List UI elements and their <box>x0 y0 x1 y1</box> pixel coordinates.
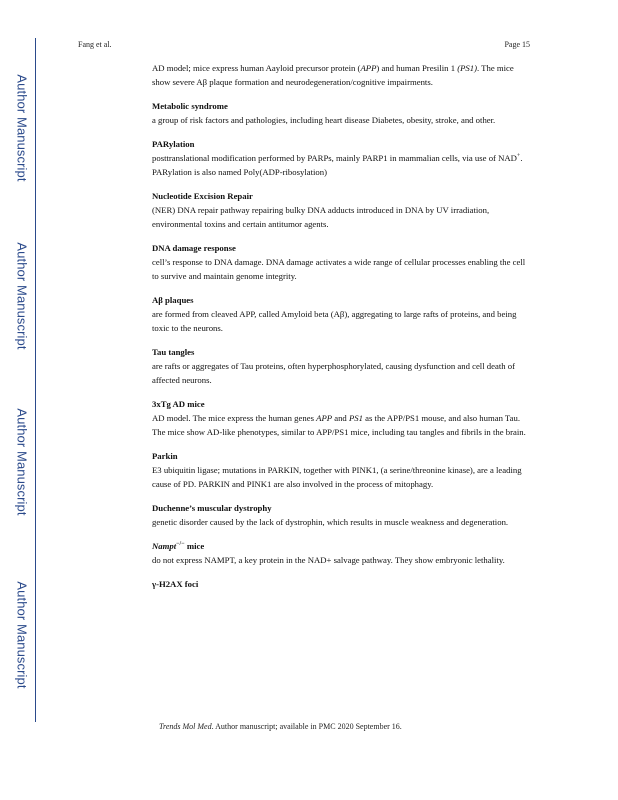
glossary-definition: are rafts or aggregates of Tau proteins, often hyperphosphorylated, causing dysfunction and cell death of affected neurons. <box>152 361 516 385</box>
page-footer-citation: Trends Mol Med. Author manuscript; available in PMC 2020 September 16. <box>159 722 402 731</box>
glossary-term: Nampt−/− mice <box>152 541 205 551</box>
glossary-body <box>152 61 532 591</box>
glossary-term: DNA damage response <box>152 243 236 253</box>
glossary-term: Duchenne’s muscular dystrophy <box>152 503 272 513</box>
gene-ps1: PS1 <box>348 413 363 423</box>
glossary-term: Parkin <box>152 451 178 461</box>
glossary-definition: a group of risk factors and pathologies, including heart disease Diabetes, obesity, stroke, and other. <box>152 115 496 125</box>
glossary-definition: (NER) DNA repair pathway repairing bulky DNA adducts introduced in DNA by UV irradiation, environmental toxins and certain antitumor agents. <box>152 205 490 229</box>
glossary-term: 3xTg AD mice <box>152 399 205 409</box>
glossary-entry-nampt <box>152 539 532 567</box>
glossary-entry-tau <box>152 345 532 387</box>
glossary-entry-parylation <box>152 137 532 179</box>
glossary-definition: cell’s response to DNA damage. DNA damage activates a wide range of cellular processes enabling the cell to survive and maintain genome integrity. <box>152 257 526 281</box>
glossary-entry-ner <box>152 189 532 231</box>
side-label-text: Author Manuscript <box>14 408 30 516</box>
glossary-entry-3xtg <box>152 397 532 439</box>
glossary-entry-metabolic <box>152 99 532 127</box>
glossary-term: Aβ plaques <box>152 295 194 305</box>
glossary-definition: AD model. The mice express the human genes APP and PS1 as the APP/PS1 mouse, and also human Tau. The mice show AD-like phenotypes, similar to APP/PS1 mice, including tau tangles and fibrils in the brain. <box>152 413 526 437</box>
gene-app: APP <box>360 63 377 73</box>
glossary-term: Metabolic syndrome <box>152 101 228 111</box>
glossary-definition: posttranslational modification performed by PARPs, mainly PARP1 in mammalian cells, via use of NAD+. PARylation is also named Poly(ADP-ribosylation) <box>152 153 523 177</box>
page-number: Page 15 <box>504 40 530 49</box>
glossary-term: γ-H2AX foci <box>152 579 199 589</box>
glossary-definition: do not express NAMPT, a key protein in the NAD+ salvage pathway. They show embryonic lethality. <box>152 555 505 565</box>
side-label-text: Author Manuscript <box>14 242 30 350</box>
glossary-definition: genetic disorder caused by the lack of dystrophin, which results in muscle weakness and degeneration. <box>152 517 509 527</box>
glossary-term: Tau tangles <box>152 347 195 357</box>
gene-app: APP <box>316 413 333 423</box>
glossary-definition: are formed from cleaved APP, called Amyloid beta (Aβ), aggregating to large rafts of proteins, and being toxic to the neurons. <box>152 309 517 333</box>
glossary-term: PARylation <box>152 139 195 149</box>
glossary-term: Nucleotide Excision Repair <box>152 191 253 201</box>
glossary-entry-h2ax <box>152 577 532 591</box>
gene-ps1: (PS1) <box>457 63 477 73</box>
glossary-entry-ddr <box>152 241 532 283</box>
margin-rule <box>35 38 36 722</box>
glossary-definition: E3 ubiquitin ligase; mutations in PARKIN, together with PINK1, (a serine/threonine kinase), are a leading cause of PD. PARKIN and PINK1 are also involved in the process of mitophagy. <box>152 465 522 489</box>
glossary-entry-parkin <box>152 449 532 491</box>
side-label-text: Author Manuscript <box>14 581 30 689</box>
glossary-entry-plaques <box>152 293 532 335</box>
intro-paragraph: AD model; mice express human Aayloid precursor protein (APP) and human Presilin 1 (PS1). The mice show severe Aβ plaque formation and neurodegeneration/cognitive impairments. <box>152 63 514 87</box>
journal-name: Trends Mol Med <box>159 722 212 731</box>
side-label-text: Author Manuscript <box>14 74 30 182</box>
glossary-entry-duchenne <box>152 501 532 529</box>
running-header-authors: Fang et al. <box>78 40 112 49</box>
